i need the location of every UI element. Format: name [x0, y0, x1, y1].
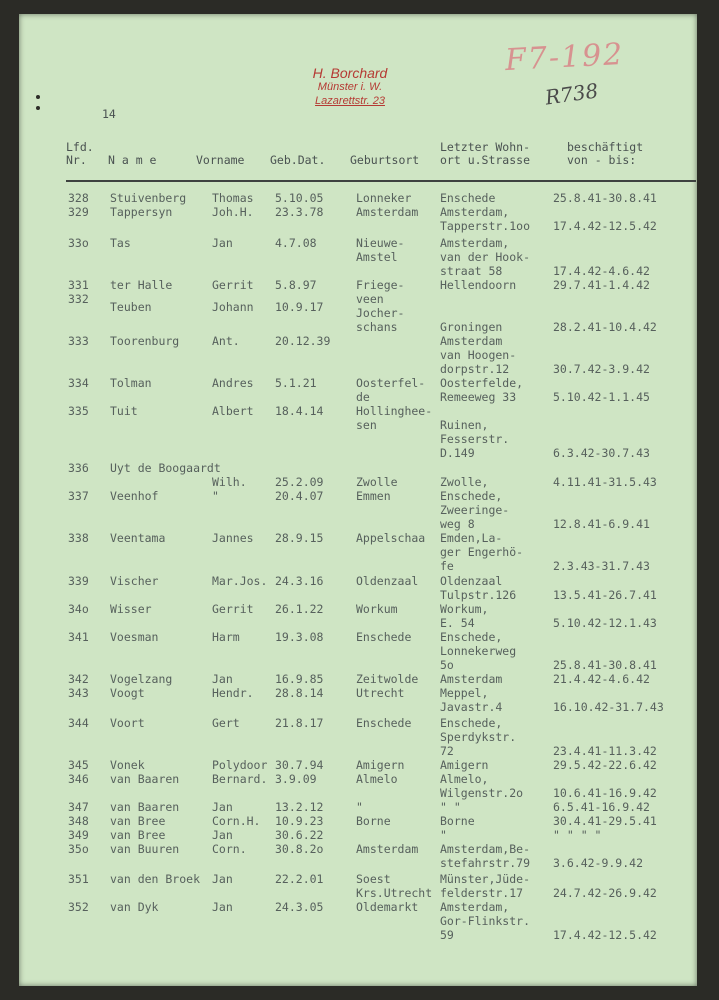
cell-vorname: Corn.	[212, 842, 247, 856]
cell-vorname: Corn.H.	[212, 814, 261, 828]
cell-geburtsort: Lonneker	[356, 191, 412, 205]
cell-lfd-nr: 35o	[68, 842, 89, 856]
cell-lfd-nr: 329	[68, 205, 89, 219]
cell-geburtsort: de	[356, 390, 370, 404]
punch-hole	[36, 106, 40, 110]
cell-geb-dat: 20.12.39	[275, 334, 331, 348]
cell-geburtsort: Zwolle	[356, 475, 398, 489]
cell-geb-dat: 5.10.05	[275, 191, 324, 205]
cell-lfd-nr: 341	[68, 630, 89, 644]
cell-vorname: Joh.H.	[212, 205, 254, 219]
cell-lfd-nr: 345	[68, 758, 89, 772]
cell-geb-dat: 30.8.2o	[275, 842, 324, 856]
cell-geburtsort: Amsterdam	[356, 205, 419, 219]
cell-wohnort: van Hoogen-	[440, 348, 517, 362]
cell-geburtsort: Hollinghee-	[356, 404, 433, 418]
stamp-name: H. Borchard	[312, 65, 388, 81]
cell-beschaeftigt: 13.5.41-26.7.41	[553, 588, 657, 602]
cell-beschaeftigt: 28.2.41-10.4.42	[553, 320, 657, 334]
column-header-line2: Nr.	[66, 153, 87, 167]
cell-beschaeftigt: 24.7.42-26.9.42	[553, 886, 657, 900]
cell-vorname: Thomas	[212, 191, 254, 205]
cell-geburtsort: Almelo	[356, 772, 398, 786]
cell-lfd-nr: 351	[68, 872, 89, 886]
cell-beschaeftigt: 17.4.42-12.5.42	[553, 928, 657, 942]
cell-geb-dat: 24.3.16	[275, 574, 324, 588]
page-number: 14	[102, 107, 116, 121]
company-stamp	[290, 66, 410, 108]
cell-geburtsort: Appelschaa	[356, 531, 426, 545]
cell-lfd-nr: 333	[68, 334, 89, 348]
cell-name: Wisser	[110, 602, 152, 616]
cell-geburtsort: Workum	[356, 602, 398, 616]
cell-geburtsort: Amsterdam	[356, 842, 419, 856]
cell-wohnort: Amsterdam,	[440, 900, 510, 914]
cell-geb-dat: 4.7.08	[275, 236, 317, 250]
cell-geb-dat: 5.1.21	[275, 376, 317, 390]
cell-vorname: Bernard.	[212, 772, 268, 786]
cell-beschaeftigt: 5.10.42-12.1.43	[553, 616, 657, 630]
cell-vorname: Ant.	[212, 334, 240, 348]
cell-vorname: Andres	[212, 376, 254, 390]
cell-beschaeftigt: 29.7.41-1.4.42	[553, 278, 650, 292]
cell-vorname: Harm	[212, 630, 240, 644]
cell-vorname: Jan	[212, 672, 233, 686]
cell-wohnort: " "	[440, 800, 461, 814]
column-header-line1: beschäftigt	[567, 140, 644, 154]
cell-geburtsort: "	[356, 800, 363, 814]
cell-wohnort: Amsterdam	[440, 672, 503, 686]
cell-name: Vogelzang	[110, 672, 173, 686]
cell-wohnort: Sperdykstr.	[440, 730, 517, 744]
cell-beschaeftigt: 30.4.41-29.5.41	[553, 814, 657, 828]
column-header-line1: Lfd.	[66, 140, 94, 154]
cell-wohnort: Amsterdam,Be-	[440, 842, 531, 856]
cell-geburtsort: Jocher-	[356, 306, 405, 320]
cell-name: Voesman	[110, 630, 159, 644]
cell-vorname: Jan	[212, 800, 233, 814]
column-header-line2: Geb.Dat.	[270, 153, 326, 167]
cell-wohnort: Fesserstr.	[440, 432, 510, 446]
cell-wohnort: ger Engerhö-	[440, 545, 524, 559]
cell-geburtsort: Friege-	[356, 278, 405, 292]
cell-wohnort: Amsterdam	[440, 334, 503, 348]
cell-wohnort: dorpstr.12	[440, 362, 510, 376]
cell-lfd-nr: 334	[68, 376, 89, 390]
cell-name: Vischer	[110, 574, 159, 588]
cell-wohnort: Wilgenstr.2o	[440, 786, 524, 800]
cell-lfd-nr: 338	[68, 531, 89, 545]
cell-lfd-nr: 352	[68, 900, 89, 914]
cell-vorname: Gerrit	[212, 602, 254, 616]
cell-name: Stuivenberg	[110, 191, 187, 205]
cell-name: Vonek	[110, 758, 145, 772]
cell-beschaeftigt: 17.4.42-12.5.42	[553, 219, 657, 233]
cell-wohnort: Hellendoorn	[440, 278, 517, 292]
cell-beschaeftigt: 25.8.41-30.8.41	[553, 658, 657, 672]
cell-wohnort: Gor-Flinkstr.	[440, 914, 531, 928]
stamp-street: Lazarettstr. 23	[315, 95, 385, 107]
column-header-line2: Geburtsort	[350, 153, 420, 167]
cell-name: van Buuren	[110, 842, 180, 856]
cell-wohnort: Enschede,	[440, 489, 503, 503]
cell-geburtsort: sen	[356, 418, 377, 432]
cell-name: Tolman	[110, 376, 152, 390]
cell-geb-dat: 26.1.22	[275, 602, 324, 616]
cell-geburtsort: Oldenzaal	[356, 574, 419, 588]
cell-name: Tuit	[110, 404, 138, 418]
cell-geburtsort: schans	[356, 320, 398, 334]
cell-lfd-nr: 343	[68, 686, 89, 700]
cell-geburtsort: Zeitwolde	[356, 672, 419, 686]
cell-vorname: Mar.Jos.	[212, 574, 268, 588]
cell-wohnort: Workum,	[440, 602, 489, 616]
cell-wohnort: Oldenzaal	[440, 574, 503, 588]
cell-name: van Bree	[110, 814, 166, 828]
cell-lfd-nr: 346	[68, 772, 89, 786]
cell-vorname: "	[212, 489, 219, 503]
cell-beschaeftigt: 16.10.42-31.7.43	[553, 700, 664, 714]
cell-wohnort: Almelo,	[440, 772, 489, 786]
cell-wohnort: stefahrstr.79	[440, 856, 531, 870]
cell-name: van den Broek	[110, 872, 201, 886]
handwritten-code: F7-192	[504, 36, 626, 79]
column-header-line1: Letzter Wohn-	[440, 140, 531, 154]
cell-lfd-nr: 349	[68, 828, 89, 842]
cell-name: Toorenburg	[110, 334, 180, 348]
cell-geburtsort: Amigern	[356, 758, 405, 772]
cell-beschaeftigt: 10.6.41-16.9.42	[553, 786, 657, 800]
cell-lfd-nr: 335	[68, 404, 89, 418]
cell-lfd-nr: 33o	[68, 236, 89, 250]
cell-lfd-nr: 332	[68, 292, 89, 306]
cell-beschaeftigt: 6.3.42-30.7.43	[553, 446, 650, 460]
cell-beschaeftigt: " " " "	[553, 828, 602, 842]
cell-wohnort: felderstr.17	[440, 886, 524, 900]
cell-geburtsort: Utrecht	[356, 686, 405, 700]
cell-geburtsort: Enschede	[356, 630, 412, 644]
cell-beschaeftigt: 12.8.41-6.9.41	[553, 517, 650, 531]
cell-beschaeftigt: 3.6.42-9.9.42	[553, 856, 644, 870]
column-header-line2: von - bis:	[567, 153, 637, 167]
cell-lfd-nr: 331	[68, 278, 89, 292]
cell-name: Teuben	[110, 300, 152, 314]
cell-geburtsort: Emmen	[356, 489, 391, 503]
cell-wohnort: Groningen	[440, 320, 503, 334]
cell-beschaeftigt: 21.4.42-4.6.42	[553, 672, 650, 686]
cell-name: Voort	[110, 716, 145, 730]
cell-lfd-nr: 347	[68, 800, 89, 814]
cell-beschaeftigt: 5.10.42-1.1.45	[553, 390, 650, 404]
cell-geburtsort: Enschede	[356, 716, 412, 730]
cell-beschaeftigt: 6.5.41-16.9.42	[553, 800, 650, 814]
cell-lfd-nr: 344	[68, 716, 89, 730]
cell-vorname: Polydoor	[212, 758, 268, 772]
cell-lfd-nr: 348	[68, 814, 89, 828]
column-header-line2: ort u.Strasse	[440, 153, 531, 167]
cell-wohnort: Enschede,	[440, 630, 503, 644]
cell-wohnort: Ruinen,	[440, 418, 489, 432]
cell-wohnort: Meppel,	[440, 686, 489, 700]
cell-name: Uyt de Boogaardt	[110, 461, 221, 475]
cell-wohnort: Amigern	[440, 758, 489, 772]
cell-wohnort: Münster,Jüde-	[440, 872, 531, 886]
cell-vorname: Hendr.	[212, 686, 254, 700]
cell-wohnort: Enschede	[440, 191, 496, 205]
cell-geb-dat: 19.3.08	[275, 630, 324, 644]
handwritten-ref: R738	[543, 78, 600, 110]
cell-lfd-nr: 337	[68, 489, 89, 503]
cell-geburtsort: Nieuwe-	[356, 236, 405, 250]
cell-vorname: Johann	[212, 300, 254, 314]
cell-geburtsort: Oldemarkt	[356, 900, 419, 914]
cell-geb-dat: 25.2.09	[275, 475, 324, 489]
cell-geb-dat: 23.3.78	[275, 205, 324, 219]
cell-wohnort: Zwolle,	[440, 475, 489, 489]
cell-vorname: Jannes	[212, 531, 254, 545]
cell-beschaeftigt: 4.11.41-31.5.43	[553, 475, 657, 489]
cell-vorname: Jan	[212, 828, 233, 842]
cell-name: Tas	[110, 236, 131, 250]
cell-lfd-nr: 336	[68, 461, 89, 475]
cell-beschaeftigt: 25.8.41-30.8.41	[553, 191, 657, 205]
cell-wohnort: Emden,La-	[440, 531, 503, 545]
cell-wohnort: weg 8	[440, 517, 475, 531]
cell-wohnort: Tulpstr.126	[440, 588, 517, 602]
cell-wohnort: E. 54	[440, 616, 475, 630]
column-header-line2: Vorname	[196, 153, 245, 167]
cell-wohnort: 72	[440, 744, 454, 758]
cell-wohnort: Remeeweg 33	[440, 390, 517, 404]
stamp-city: Münster i. W.	[317, 81, 383, 93]
header-rule	[66, 180, 696, 182]
cell-geburtsort: Krs.Utrecht	[356, 886, 433, 900]
cell-geb-dat: 28.8.14	[275, 686, 324, 700]
cell-wohnort: Amsterdam,	[440, 236, 510, 250]
cell-geb-dat: 24.3.05	[275, 900, 324, 914]
cell-geb-dat: 10.9.23	[275, 814, 324, 828]
cell-geburtsort: veen	[356, 292, 384, 306]
cell-geburtsort: Amstel	[356, 250, 398, 264]
cell-name: ter Halle	[110, 278, 173, 292]
cell-geb-dat: 21.8.17	[275, 716, 324, 730]
cell-wohnort: 5o	[440, 658, 454, 672]
cell-wohnort: Tapperstr.1oo	[440, 219, 531, 233]
cell-wohnort: straat 58	[440, 264, 503, 278]
cell-name: Veentama	[110, 531, 166, 545]
cell-name: van Dyk	[110, 900, 159, 914]
cell-wohnort: Lonnekerweg	[440, 644, 517, 658]
cell-geb-dat: 13.2.12	[275, 800, 324, 814]
cell-wohnort: Borne	[440, 814, 475, 828]
cell-beschaeftigt: 2.3.43-31.7.43	[553, 559, 650, 573]
cell-wohnort: fe	[440, 559, 454, 573]
cell-geb-dat: 28.9.15	[275, 531, 324, 545]
cell-lfd-nr: 34o	[68, 602, 89, 616]
cell-geb-dat: 5.8.97	[275, 278, 317, 292]
cell-wohnort: Javastr.4	[440, 700, 503, 714]
cell-lfd-nr: 339	[68, 574, 89, 588]
cell-wohnort: "	[440, 828, 447, 842]
cell-wohnort: D.149	[440, 446, 475, 460]
cell-wohnort: Oosterfelde,	[440, 376, 524, 390]
cell-vorname: Gert	[212, 716, 240, 730]
cell-lfd-nr: 328	[68, 191, 89, 205]
cell-beschaeftigt: 17.4.42-4.6.42	[553, 264, 650, 278]
cell-geb-dat: 30.6.22	[275, 828, 324, 842]
punch-hole	[36, 95, 40, 99]
cell-beschaeftigt: 30.7.42-3.9.42	[553, 362, 650, 376]
cell-vorname: Jan	[212, 900, 233, 914]
cell-geburtsort: Soest	[356, 872, 391, 886]
cell-geb-dat: 10.9.17	[275, 300, 324, 314]
cell-geb-dat: 22.2.01	[275, 872, 324, 886]
cell-name: Tappersyn	[110, 205, 173, 219]
cell-geb-dat: 20.4.07	[275, 489, 324, 503]
cell-vorname: Albert	[212, 404, 254, 418]
cell-lfd-nr: 342	[68, 672, 89, 686]
cell-wohnort: van der Hook-	[440, 250, 531, 264]
cell-wohnort: Enschede,	[440, 716, 503, 730]
cell-name: Veenhof	[110, 489, 159, 503]
cell-geburtsort: Borne	[356, 814, 391, 828]
cell-name: van Baaren	[110, 772, 180, 786]
cell-geb-dat: 18.4.14	[275, 404, 324, 418]
cell-geb-dat: 30.7.94	[275, 758, 324, 772]
cell-beschaeftigt: 23.4.41-11.3.42	[553, 744, 657, 758]
cell-geb-dat: 16.9.85	[275, 672, 324, 686]
cell-vorname: Gerrit	[212, 278, 254, 292]
cell-wohnort: 59	[440, 928, 454, 942]
cell-vorname: Wilh.	[212, 475, 247, 489]
cell-geb-dat: 3.9.09	[275, 772, 317, 786]
cell-vorname: Jan	[212, 236, 233, 250]
cell-name: van Bree	[110, 828, 166, 842]
cell-wohnort: Amsterdam,	[440, 205, 510, 219]
cell-name: van Baaren	[110, 800, 180, 814]
column-header-line2: N a m e	[108, 153, 157, 167]
cell-name: Voogt	[110, 686, 145, 700]
cell-geburtsort: Oosterfel-	[356, 376, 426, 390]
cell-vorname: Jan	[212, 872, 233, 886]
cell-wohnort: Zweeringe-	[440, 503, 510, 517]
cell-beschaeftigt: 29.5.42-22.6.42	[553, 758, 657, 772]
